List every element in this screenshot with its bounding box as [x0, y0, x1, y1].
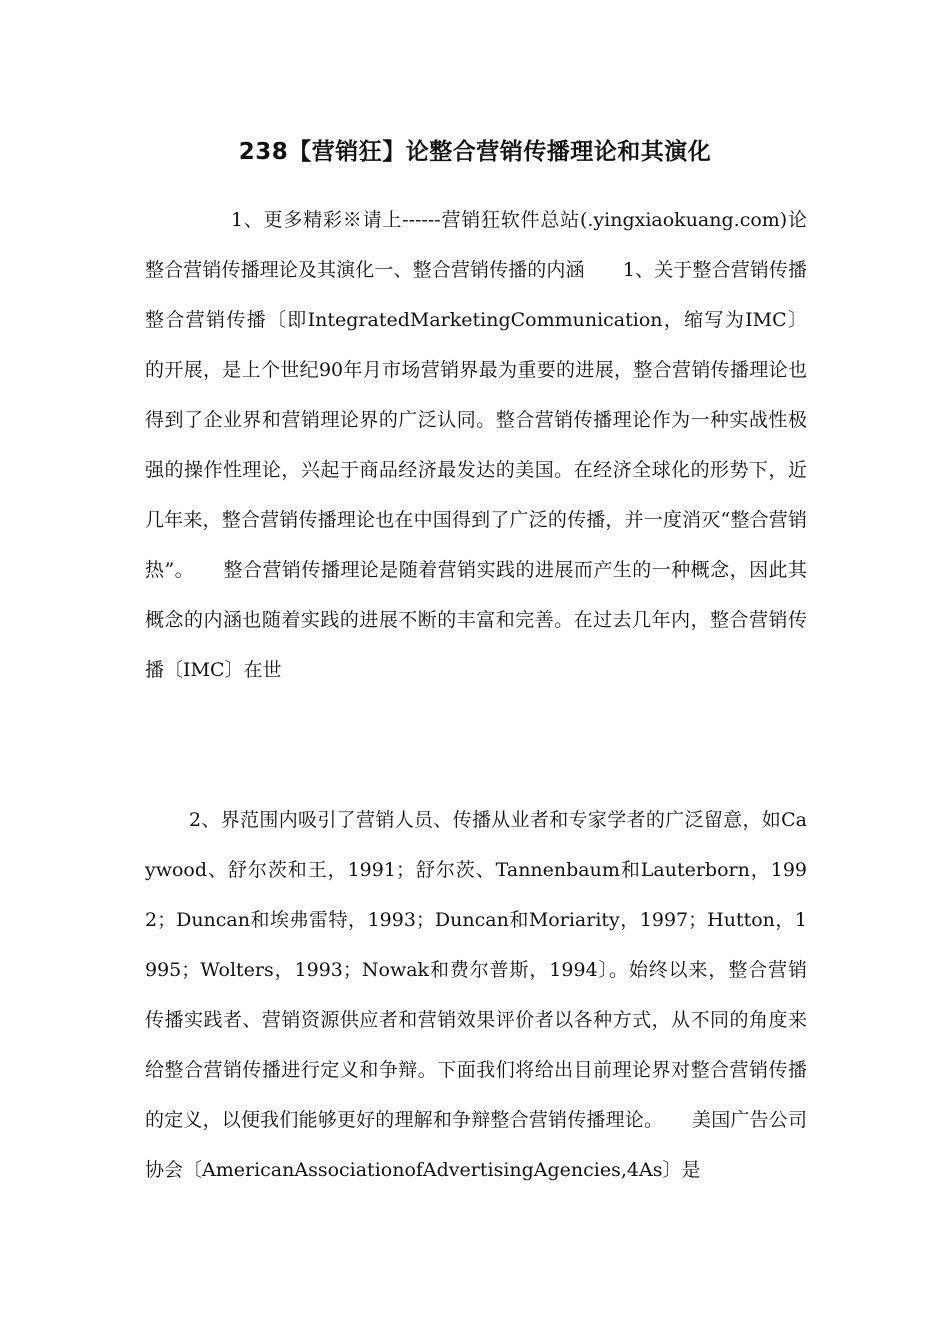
paragraph-2: 2、界范围内吸引了营销人员、传播从业者和专家学者的广泛留意，如Caywood、舒尔茨和王，1991；舒尔茨、Tannenbaum和Lauterborn，1992；Duncan和埃弗雷特，1993；Duncan和Moriarity，1997；Hutton，1995；Wolters，1993；Nowak和费尔普斯，1994〕。始终以来，整合营销传播实践者、营销资源供应者和营销效果评价者以各种方式，从不同的角度来给整合营销传播进行定义和争辩。下面我们将给出目前理论界对整合营销传播的定义，以便我们能够更好的理解和争辩整合营销传播理论。 美国广告公司协会〔AmericanAssociationofAdvertisingAgencies,4As〕是 [145, 809, 807, 1181]
document-title: 238【营销狂】论整合营销传播理论和其演化 [238, 139, 712, 165]
paragraph-1: 1、更多精彩※请上------营销狂软件总站(.yingxiaokuang.com)论整合营销传播理论及其演化一、整合营销传播的内涵 1、关于整合营销传播 整合营销传播〔即IntegratedMarketingCommunication，缩写为IMC〕的开展，是上个世纪90年月市场营销界最为重要的进展，整合营销传播理论也得到了企业界和营销理论界的广泛认同。整合营销传播理论作为一种实战性极强的操作性理论，兴起于商品经济最发达的美国。在经济全球化的形势下，近几年来，整合营销传播理论也在中国得到了广泛的传播，并一度消灭“整合营销热”。 整合营销传播理论是随着营销实践的进展而产生的一种概念，因此其概念的内涵也随着实践的进展不断的丰富和完善。在过去几年内，整合营销传播〔IMC〕在世 [145, 209, 846, 681]
